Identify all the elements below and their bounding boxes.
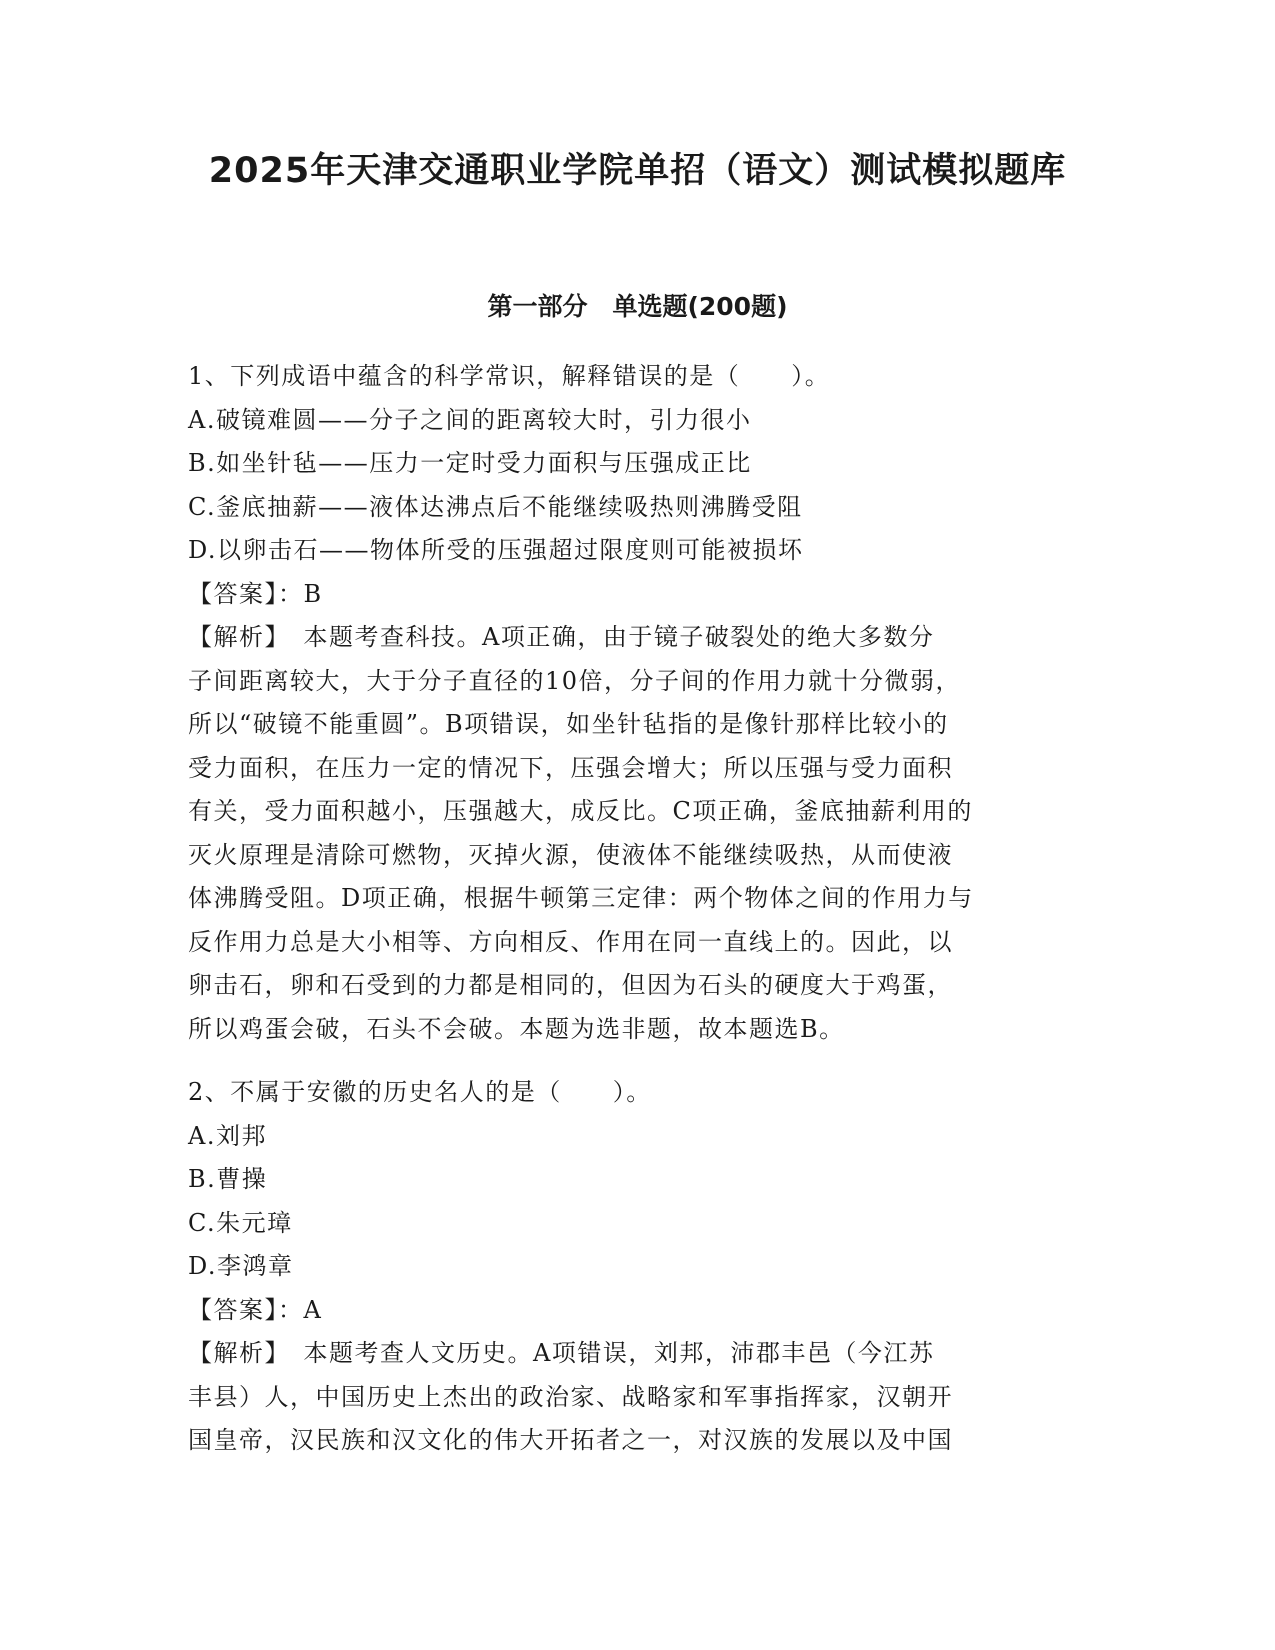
explanation-line: 有关，受力面积越小，压强越大，成反比。C项正确，釜底抽薪利用的 bbox=[188, 797, 973, 825]
question-1 bbox=[188, 355, 1088, 1051]
option-b: B.曹操 bbox=[188, 1165, 268, 1193]
explanation-line: 体沸腾受阻。D项正确，根据牛顿第三定律：两个物体之间的作用力与 bbox=[188, 884, 974, 912]
explanation-line: 卵击石，卵和石受到的力都是相同的，但因为石头的硬度大于鸡蛋， bbox=[188, 971, 953, 999]
explanation-line: 所以鸡蛋会破，石头不会破。本题为选非题，故本题选B。 bbox=[188, 1014, 845, 1043]
explanation-line: 受力面积，在压力一定的情况下，压强会增大；所以压强与受力面积 bbox=[188, 753, 953, 782]
explanation-line: 【解析】 本题考查科技。A项正确，由于镜子破裂处的绝大多数分 bbox=[188, 623, 935, 651]
explanation-line: 反作用力总是大小相等、方向相反、作用在同一直线上的。因此，以 bbox=[188, 927, 953, 956]
explanation-line: 国皇帝，汉民族和汉文化的伟大开拓者之一，对汉族的发展以及中国 bbox=[188, 1426, 953, 1454]
question-list bbox=[188, 355, 1088, 1463]
option-b: B.如坐针毡——压力一定时受力面积与压强成正比 bbox=[188, 449, 752, 477]
question-stem: 1、下列成语中蕴含的科学常识，解释错误的是（ ）。 bbox=[188, 362, 831, 390]
explanation-line: 子间距离较大，大于分子直径的10倍，分子间的作用力就十分微弱， bbox=[188, 666, 962, 695]
explanation-line: 丰县）人，中国历史上杰出的政治家、战略家和军事指挥家，汉朝开 bbox=[188, 1382, 953, 1411]
option-c: C.釜底抽薪——液体达沸点后不能继续吸热则沸腾受阻 bbox=[188, 492, 803, 521]
answer: 【答案】：A bbox=[188, 1295, 323, 1324]
option-a: A.破镜难圆——分子之间的距离较大时，引力很小 bbox=[188, 405, 752, 434]
explanation-line: 【解析】 本题考查人文历史。A项错误，刘邦，沛郡丰邑（今江苏 bbox=[188, 1339, 935, 1367]
option-c: C.朱元璋 bbox=[188, 1208, 293, 1237]
answer: 【答案】：B bbox=[188, 579, 323, 608]
option-d: D.李鸿章 bbox=[188, 1252, 294, 1280]
question-2 bbox=[188, 1071, 1088, 1463]
option-a: A.刘邦 bbox=[188, 1121, 267, 1150]
explanation-line: 灭火原理是清除可燃物，灭掉火源，使液体不能继续吸热，从而使液 bbox=[188, 840, 953, 869]
section-heading: 第一部分 单选题(200题) bbox=[487, 292, 788, 321]
question-stem: 2、不属于安徽的历史名人的是（ ）。 bbox=[188, 1078, 652, 1106]
document-title: 2025年天津交通职业学院单招（语文）测试模拟题库 bbox=[208, 151, 1067, 191]
explanation-line: 所以“破镜不能重圆”。B项错误，如坐针毡指的是像针那样比较小的 bbox=[188, 710, 949, 738]
question-spacer bbox=[188, 1051, 1088, 1071]
option-d: D.以卵击石——物体所受的压强超过限度则可能被损坏 bbox=[188, 536, 804, 564]
